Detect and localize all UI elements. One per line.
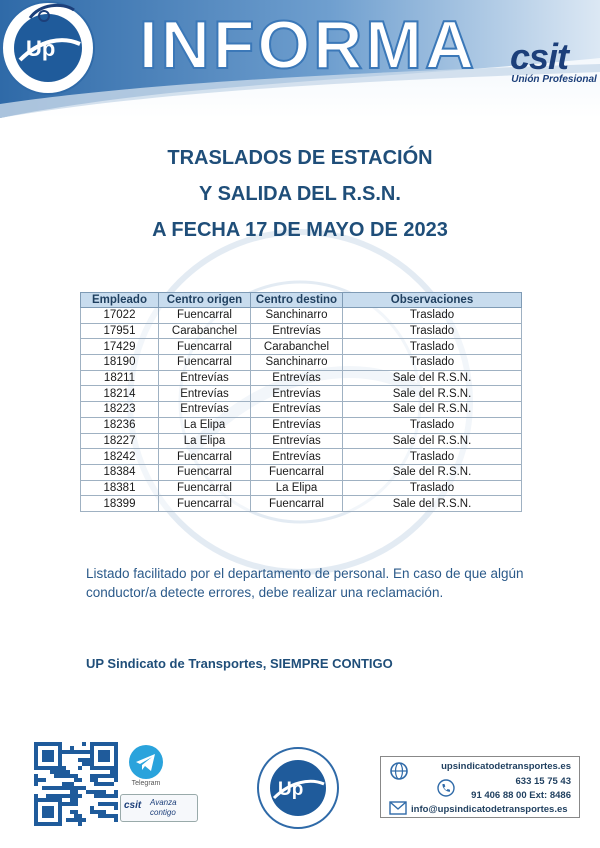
cell-empleado: 18190	[81, 355, 159, 371]
cell-empleado: 18227	[81, 433, 159, 449]
cell-centro-origen: Fuencarral	[159, 480, 251, 496]
cell-empleado: 18211	[81, 370, 159, 386]
cell-centro-destino: Carabanchel	[251, 339, 343, 355]
telegram-label: Telegram	[131, 780, 161, 787]
cell-observaciones: Traslado	[343, 308, 522, 324]
cell-empleado: 18381	[81, 480, 159, 496]
table-row	[81, 355, 522, 371]
cell-empleado: 18399	[81, 496, 159, 512]
cell-observaciones: Traslado	[343, 323, 522, 339]
cell-observaciones: Sale del R.S.N.	[343, 402, 522, 418]
cell-empleado: 17022	[81, 308, 159, 324]
table-header-row	[81, 293, 522, 308]
telegram-icon[interactable]	[128, 744, 164, 780]
cell-empleado: 17429	[81, 339, 159, 355]
cell-observaciones: Sale del R.S.N.	[343, 370, 522, 386]
table-row	[81, 323, 522, 339]
informa-banner-title: INFORMA	[138, 7, 478, 83]
table-row	[81, 386, 522, 402]
up-logo-bottom-icon	[256, 746, 340, 830]
cell-centro-destino: Entrevías	[251, 402, 343, 418]
table-row	[81, 417, 522, 433]
mail-icon	[389, 801, 407, 815]
globe-icon	[389, 761, 409, 781]
col-header-observaciones: Observaciones	[343, 293, 522, 308]
title-line-3: A FECHA 17 DE MAYO DE 2023	[152, 219, 448, 241]
col-header-centro-destino: Centro destino	[251, 293, 343, 308]
csit-mini-logo: csit	[124, 800, 142, 811]
cell-observaciones: Traslado	[343, 480, 522, 496]
table-row	[81, 496, 522, 512]
header-banner	[0, 0, 600, 118]
table-row	[81, 308, 522, 324]
phone-2[interactable]: 91 406 88 00 Ext: 8486	[471, 790, 571, 801]
avanza-contigo-label: Avanza contigo	[150, 798, 177, 817]
cell-centro-origen: Fuencarral	[159, 339, 251, 355]
cell-centro-destino: Sanchinarro	[251, 308, 343, 324]
table-row	[81, 464, 522, 480]
table-row	[81, 449, 522, 465]
cell-centro-destino: Entrevías	[251, 323, 343, 339]
signature-line: UP Sindicato de Transportes, SIEMPRE CONTIGO	[86, 656, 393, 671]
table-row	[81, 339, 522, 355]
cell-observaciones: Sale del R.S.N.	[343, 464, 522, 480]
qr-code-icon[interactable]	[34, 742, 118, 826]
cell-centro-destino: Sanchinarro	[251, 355, 343, 371]
table-row	[81, 402, 522, 418]
cell-empleado: 18242	[81, 449, 159, 465]
cell-centro-destino: La Elipa	[251, 480, 343, 496]
contact-box	[380, 756, 580, 818]
cell-empleado: 18236	[81, 417, 159, 433]
cell-observaciones: Traslado	[343, 417, 522, 433]
title-line-1: TRASLADOS DE ESTACIÓN	[167, 147, 433, 169]
cell-centro-origen: Entrevías	[159, 370, 251, 386]
cell-empleado: 18223	[81, 402, 159, 418]
document-title	[60, 140, 540, 248]
cell-centro-destino: Entrevías	[251, 449, 343, 465]
table-row	[81, 433, 522, 449]
cell-observaciones: Sale del R.S.N.	[343, 386, 522, 402]
note-paragraph: Listado facilitado por el departamento de personal. En caso de que algún conductor/a detecte errores, debe realizar una reclamación.	[86, 566, 524, 600]
cell-observaciones: Sale del R.S.N.	[343, 433, 522, 449]
cell-empleado: 17951	[81, 323, 159, 339]
cell-centro-origen: Fuencarral	[159, 496, 251, 512]
cell-centro-destino: Entrevías	[251, 417, 343, 433]
table-row	[81, 370, 522, 386]
cell-observaciones: Traslado	[343, 355, 522, 371]
email-link[interactable]: info@upsindicatodetransportes.es	[411, 804, 568, 815]
cell-centro-origen: Fuencarral	[159, 308, 251, 324]
cell-centro-destino: Entrevías	[251, 433, 343, 449]
csit-subtitle: Unión Profesional	[511, 74, 597, 85]
phone-1[interactable]: 633 15 75 43	[515, 776, 571, 787]
cell-observaciones: Traslado	[343, 449, 522, 465]
cell-centro-origen: La Elipa	[159, 433, 251, 449]
cell-centro-origen: Entrevías	[159, 386, 251, 402]
csit-brand: csit	[510, 36, 569, 77]
csit-logo-icon	[0, 0, 88, 82]
cell-centro-destino: Entrevías	[251, 386, 343, 402]
website-link[interactable]: upsindicatodetransportes.es	[441, 761, 571, 772]
cell-centro-origen: Entrevías	[159, 402, 251, 418]
cell-centro-destino: Fuencarral	[251, 496, 343, 512]
cell-centro-origen: Carabanchel	[159, 323, 251, 339]
up-logo-text: Up	[26, 36, 56, 61]
cell-centro-origen: Fuencarral	[159, 464, 251, 480]
up-logo-bottom-text: Up	[278, 779, 304, 800]
cell-centro-destino: Entrevías	[251, 370, 343, 386]
table-row	[81, 480, 522, 496]
title-line-2: Y SALIDA DEL R.S.N.	[199, 183, 401, 205]
phone-icon	[437, 779, 455, 797]
cell-centro-origen: Fuencarral	[159, 449, 251, 465]
cell-empleado: 18214	[81, 386, 159, 402]
cell-observaciones: Sale del R.S.N.	[343, 496, 522, 512]
cell-centro-destino: Fuencarral	[251, 464, 343, 480]
cell-centro-origen: Fuencarral	[159, 355, 251, 371]
col-header-empleado: Empleado	[81, 293, 159, 308]
cell-centro-origen: La Elipa	[159, 417, 251, 433]
col-header-centro-origen: Centro origen	[159, 293, 251, 308]
cell-empleado: 18384	[81, 464, 159, 480]
transfers-table	[80, 292, 522, 512]
cell-observaciones: Traslado	[343, 339, 522, 355]
